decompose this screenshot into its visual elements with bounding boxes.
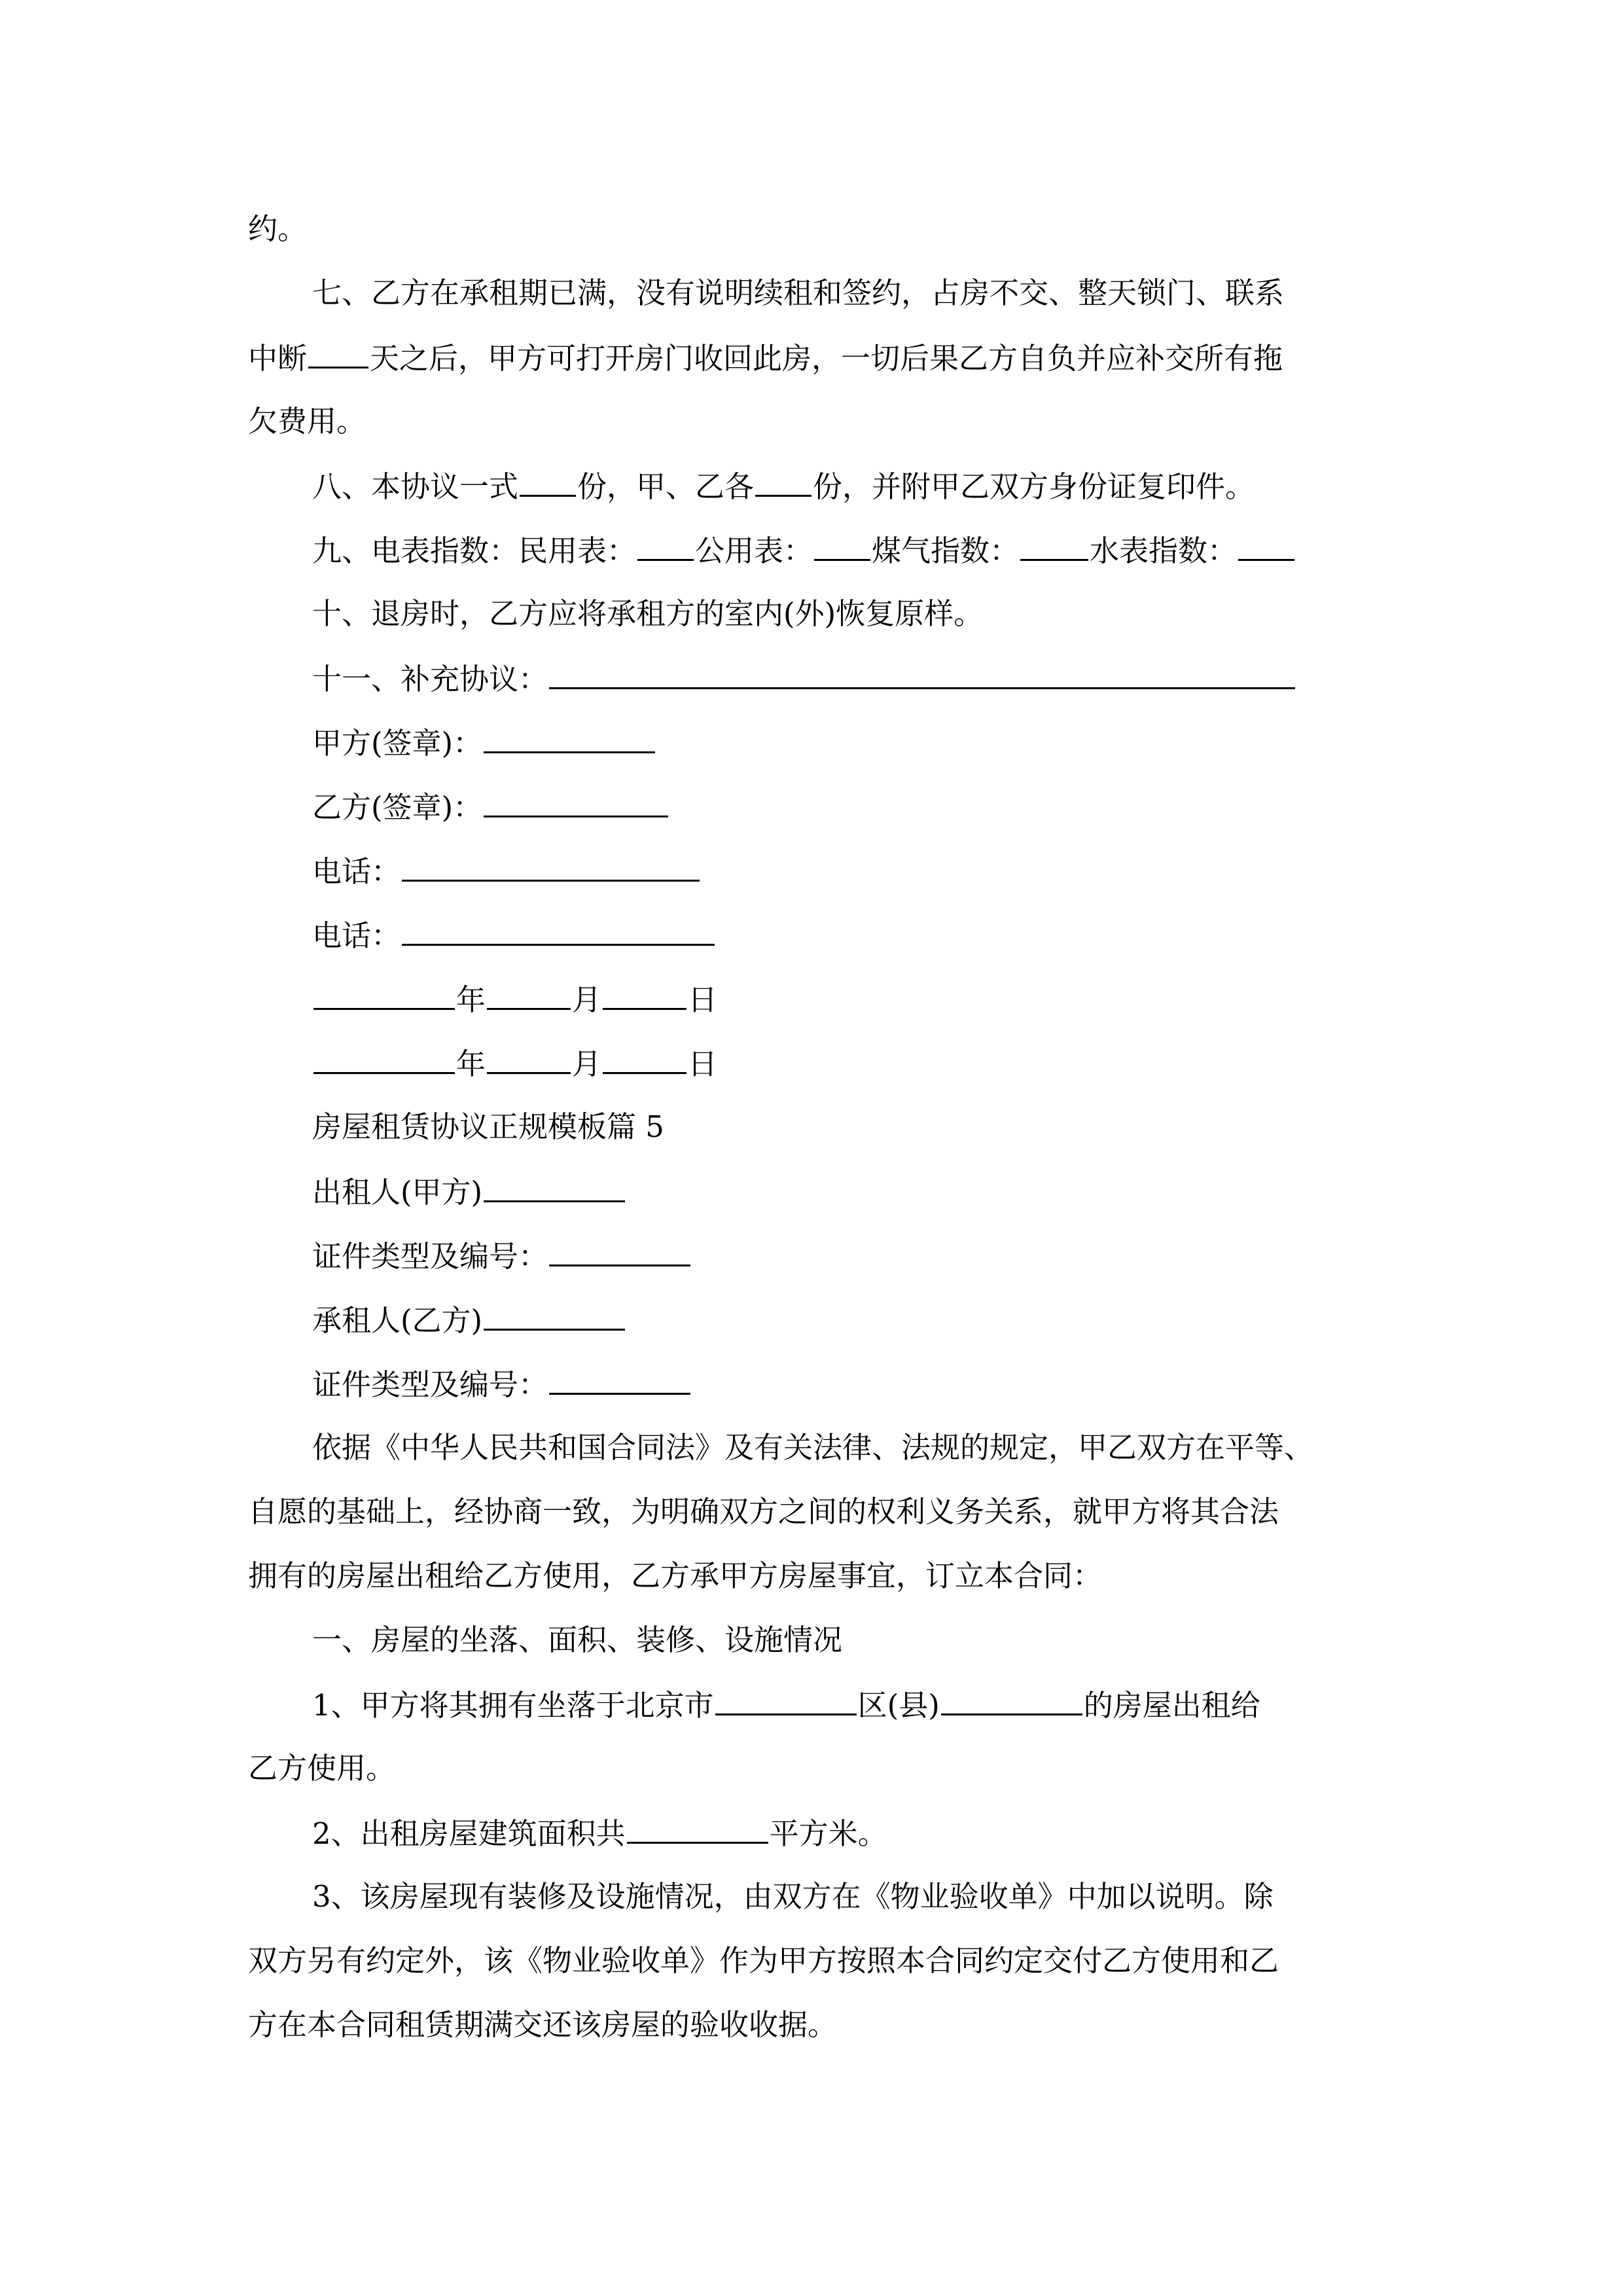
text-line: 约。 — [248, 211, 308, 246]
section-title: 房屋租赁协议正规模板篇 5 — [312, 1109, 664, 1144]
supplement-blank[interactable] — [549, 658, 1295, 689]
clause-7-line-1: 七、乙方在承租期已满，没有说明续租和签约，占房不交、整天锁门、联系 — [312, 276, 1285, 310]
clause-8 — [312, 466, 1255, 505]
day-label: 日 — [688, 1047, 718, 1081]
text: 水表指数： — [1090, 533, 1238, 568]
preamble-line-3: 拥有的房屋出租给乙方使用，乙方承甲方房屋事宜，订立本合同： — [248, 1558, 1103, 1593]
area-blank[interactable] — [627, 1813, 768, 1844]
label: 承租人(乙方) — [312, 1303, 483, 1338]
item-2 — [312, 1813, 887, 1852]
clause-9 — [312, 530, 1296, 569]
date-line-2 — [312, 1043, 717, 1083]
section-1-heading: 一、房屋的坐落、面积、装修、设施情况 — [312, 1623, 843, 1657]
item-1 — [312, 1685, 1260, 1724]
text: 中断 — [248, 341, 308, 376]
label: 出租人(甲方) — [312, 1175, 483, 1210]
lessor-blank[interactable] — [484, 1172, 625, 1202]
district-blank[interactable] — [715, 1685, 857, 1715]
day-blank[interactable] — [603, 979, 687, 1010]
civil-meter-blank[interactable] — [637, 530, 694, 561]
preamble-line-2: 自愿的基础上，经协商一致，为明确双方之间的权利义务关系，就甲方将其合法 — [248, 1494, 1279, 1529]
clause-7-line-3: 欠费用。 — [248, 404, 366, 439]
lessee-id-blank[interactable] — [549, 1364, 690, 1395]
public-meter-blank[interactable] — [814, 530, 870, 561]
text: 1、甲方将其拥有坐落于北京市 — [312, 1688, 714, 1723]
text: 的房屋出租给 — [1083, 1688, 1260, 1723]
preamble-line-1: 依据《中华人民共和国合同法》及有关法律、法规的规定，甲乙双方在平等、 — [312, 1430, 1314, 1465]
party-b-signature — [312, 787, 669, 826]
copies-each-blank[interactable] — [755, 466, 812, 497]
text: 2、出租房屋建筑面积共 — [312, 1816, 626, 1851]
days-blank[interactable] — [308, 338, 368, 368]
year-blank[interactable] — [313, 1043, 455, 1074]
month-blank[interactable] — [487, 1043, 571, 1074]
day-blank[interactable] — [603, 1043, 687, 1074]
item-1-continued: 乙方使用。 — [248, 1751, 396, 1785]
lessor-field — [312, 1172, 626, 1211]
text: 份，甲、乙各 — [577, 469, 755, 504]
text: 九、电表指数：民用表： — [312, 533, 637, 568]
water-meter-blank[interactable] — [1238, 530, 1294, 561]
clause-7-line-2 — [248, 338, 1283, 377]
clause-11 — [312, 658, 1296, 698]
lessee-blank[interactable] — [484, 1300, 625, 1331]
text: 煤气指数： — [872, 533, 1020, 568]
phone-a — [312, 851, 701, 890]
item-3-line-3: 方在本合同租赁期满交还该房屋的验收收据。 — [248, 2007, 838, 2042]
text: 十一、补充协议： — [312, 662, 548, 696]
gas-meter-blank[interactable] — [1020, 530, 1088, 561]
label: 电话： — [312, 918, 401, 953]
party-b-signature-blank[interactable] — [484, 787, 668, 817]
label: 证件类型及编号： — [312, 1239, 548, 1274]
year-label: 年 — [456, 1047, 486, 1081]
month-label: 月 — [572, 1047, 602, 1081]
year-label: 年 — [456, 982, 486, 1017]
month-label: 月 — [572, 982, 602, 1017]
lessee-field — [312, 1300, 626, 1339]
label: 乙方(签章)： — [312, 790, 483, 825]
year-blank[interactable] — [313, 979, 455, 1010]
phone-b-blank[interactable] — [402, 915, 715, 946]
day-label: 日 — [688, 982, 718, 1017]
date-line-1 — [312, 979, 717, 1018]
phone-a-blank[interactable] — [402, 851, 700, 882]
item-3-line-1: 3、该房屋现有装修及设施情况，由双方在《物业验收单》中加以说明。除 — [312, 1879, 1274, 1914]
text: 份，并附甲乙双方身份证复印件。 — [813, 469, 1255, 504]
month-blank[interactable] — [487, 979, 571, 1010]
lessee-id-field — [312, 1364, 692, 1403]
party-a-signature — [312, 723, 656, 762]
phone-b — [312, 915, 716, 954]
label: 证件类型及编号： — [312, 1367, 548, 1402]
text: 天之后，甲方可打开房门收回此房，一切后果乙方自负并应补交所有拖 — [370, 341, 1283, 376]
label: 电话： — [312, 854, 401, 889]
text: 平方米。 — [769, 1816, 887, 1851]
text: 八、本协议一式 — [312, 469, 519, 504]
clause-10: 十、退房时，乙方应将承租方的室内(外)恢复原样。 — [312, 596, 984, 631]
lessor-id-field — [312, 1236, 692, 1275]
text: 区(县) — [857, 1688, 940, 1723]
copies-blank[interactable] — [520, 466, 576, 497]
item-3-line-2: 双方另有约定外，该《物业验收单》作为甲方按照本合同约定交付乙方使用和乙 — [248, 1943, 1279, 1978]
party-a-signature-blank[interactable] — [484, 723, 655, 753]
lessor-id-blank[interactable] — [549, 1236, 690, 1266]
address-blank[interactable] — [941, 1685, 1082, 1715]
label: 甲方(签章)： — [312, 726, 483, 761]
text: 公用表： — [695, 533, 813, 568]
